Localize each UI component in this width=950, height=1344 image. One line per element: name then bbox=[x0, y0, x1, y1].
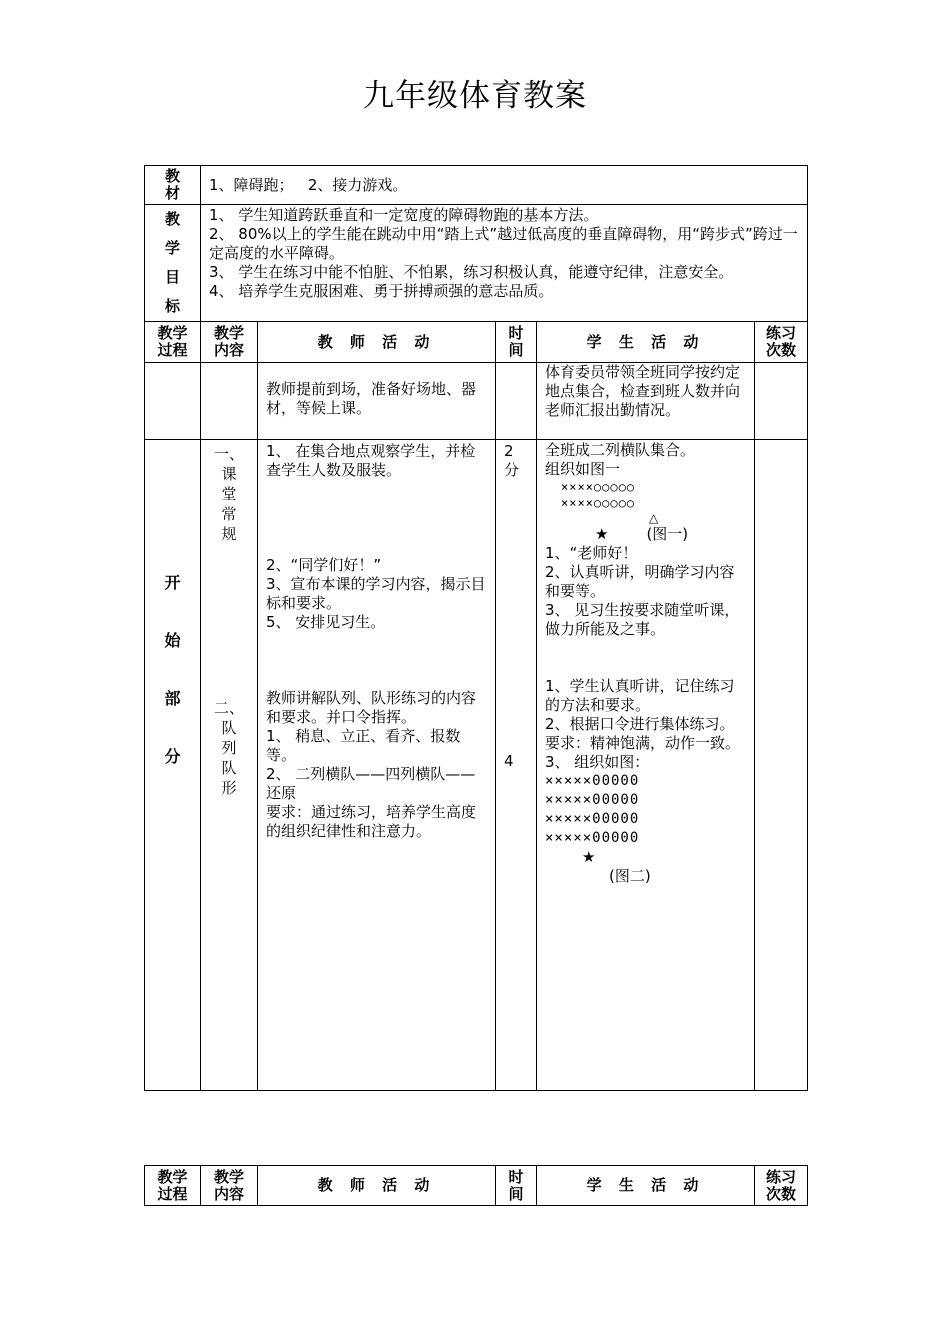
row1-student: 体育委员带领全班同学按约定地点集合，检查到班人数并向老师汇报出勤情况。 bbox=[537, 363, 755, 440]
material-label bbox=[145, 166, 201, 205]
teacher-step: 2、 二列横队——四列横队——还原 bbox=[266, 765, 476, 802]
lesson-plan-table bbox=[144, 165, 808, 1091]
time-value: 4 bbox=[504, 752, 514, 770]
header-teacher: 教 师 活 动 bbox=[258, 322, 496, 363]
time-value: 2分 bbox=[504, 442, 520, 479]
student-step: 1、“老师好！ bbox=[545, 544, 638, 562]
goals-content bbox=[201, 205, 808, 322]
teacher-step: 要求：通过练习，培养学生高度的组织纪律性和注意力。 bbox=[266, 803, 477, 840]
table-header bbox=[145, 1166, 808, 1206]
row2-student bbox=[537, 440, 755, 1091]
material-label-2: 材 bbox=[164, 184, 180, 202]
student-step: 2、认真听讲，明确学习内容和要等。 bbox=[545, 563, 735, 600]
row2-time bbox=[496, 440, 537, 1091]
formation-row: ×××××00000 bbox=[545, 830, 640, 846]
formation-row: ××××○○○○○ bbox=[561, 480, 636, 494]
student-step: 3、 组织如图： bbox=[545, 753, 650, 771]
student-step: 全班成二列横队集合。 bbox=[545, 441, 696, 459]
student-step: 要求：精神饱满，动作一致。 bbox=[545, 734, 741, 752]
header-count: 练习次数 bbox=[755, 1166, 808, 1206]
header-process: 教学过程 bbox=[145, 1166, 201, 1206]
formation-row: ×××××00000 bbox=[545, 811, 640, 827]
row2-process: 开 始 部 分 bbox=[145, 440, 201, 1091]
goal-item: 2、 80%以上的学生能在跳动中用“踏上式”越过低高度的垂直障碍物，用“跨步式”跨过一定高度的水平障碍。 bbox=[209, 225, 798, 262]
teacher-step: 教师讲解队列、队形练习的内容和要求。并口令指挥。 bbox=[266, 689, 477, 726]
page-title: 九年级体育教案 bbox=[363, 78, 587, 114]
teacher-step: 3、宣布本课的学习内容，揭示目标和要求。 bbox=[266, 575, 486, 612]
material-row bbox=[145, 166, 808, 205]
table-header bbox=[145, 322, 808, 363]
row2-teacher bbox=[258, 440, 496, 1091]
figure-caption: (图一) bbox=[646, 525, 689, 543]
row1-teacher: 教师提前到场，准备好场地、器材，等候上课。 bbox=[258, 363, 496, 440]
formation-row: ××××○○○○○ bbox=[561, 496, 636, 510]
teacher-step: 1、 稍息、立正、看齐、报数等。 bbox=[266, 727, 461, 764]
teacher-step: 2、“同学们好！” bbox=[266, 556, 382, 574]
continuation-header-table bbox=[144, 1165, 808, 1206]
material-label-1: 教 bbox=[164, 167, 180, 185]
header-time: 时间 bbox=[496, 1166, 537, 1206]
star-icon: ★ bbox=[582, 848, 596, 866]
goal-item: 4、 培养学生克服困难、勇于拼搏顽强的意志品质。 bbox=[209, 282, 554, 300]
content-section-1: 一、 bbox=[213, 445, 244, 463]
teacher-marker-icon: △ bbox=[649, 511, 659, 525]
header-student: 学 生 活 动 bbox=[537, 1166, 755, 1206]
header-time: 时间 bbox=[496, 322, 537, 363]
formation-row: ×××××00000 bbox=[545, 773, 640, 789]
header-count: 练习次数 bbox=[755, 322, 808, 363]
row2-content: 一、 课 堂 常 规 二、 队 列 队 形 bbox=[201, 440, 258, 1091]
student-step: 3、 见习生按要求随堂听课，做力所能及之事。 bbox=[545, 601, 740, 638]
material-text: 1、障碍跑； 2、接力游戏。 bbox=[209, 175, 408, 194]
header-content: 教学内容 bbox=[201, 322, 258, 363]
star-icon: ★ bbox=[595, 525, 609, 543]
student-step: 组织如图一 bbox=[545, 460, 621, 478]
teacher-step: 5、 安排见习生。 bbox=[266, 613, 386, 631]
formation-row: ×××××00000 bbox=[545, 792, 640, 808]
table-row bbox=[145, 440, 808, 1091]
content-section-2: 二、 bbox=[213, 699, 244, 717]
teacher-step: 1、 在集合地点观察学生，并检查学生人数及服装。 bbox=[266, 442, 476, 479]
goal-item: 1、 学生知道跨跃垂直和一定宽度的障碍物跑的基本方法。 bbox=[209, 206, 599, 224]
goals-row bbox=[145, 205, 808, 322]
figure-caption: (图二) bbox=[609, 867, 651, 885]
student-step: 1、学生认真听讲，记住练习的方法和要求。 bbox=[545, 677, 735, 714]
goal-item: 3、 学生在练习中能不怕脏、不怕累，练习积极认真，能遵守纪律，注意安全。 bbox=[209, 263, 734, 281]
header-content: 教学内容 bbox=[201, 1166, 258, 1206]
material-content bbox=[201, 166, 808, 205]
goals-label: 教 学 目 标 bbox=[145, 205, 201, 322]
header-process: 教学过程 bbox=[145, 322, 201, 363]
table-row bbox=[145, 363, 808, 440]
header-student: 学 生 活 动 bbox=[537, 322, 755, 363]
header-teacher: 教 师 活 动 bbox=[258, 1166, 496, 1206]
student-step: 2、根据口令进行集体练习。 bbox=[545, 715, 735, 733]
